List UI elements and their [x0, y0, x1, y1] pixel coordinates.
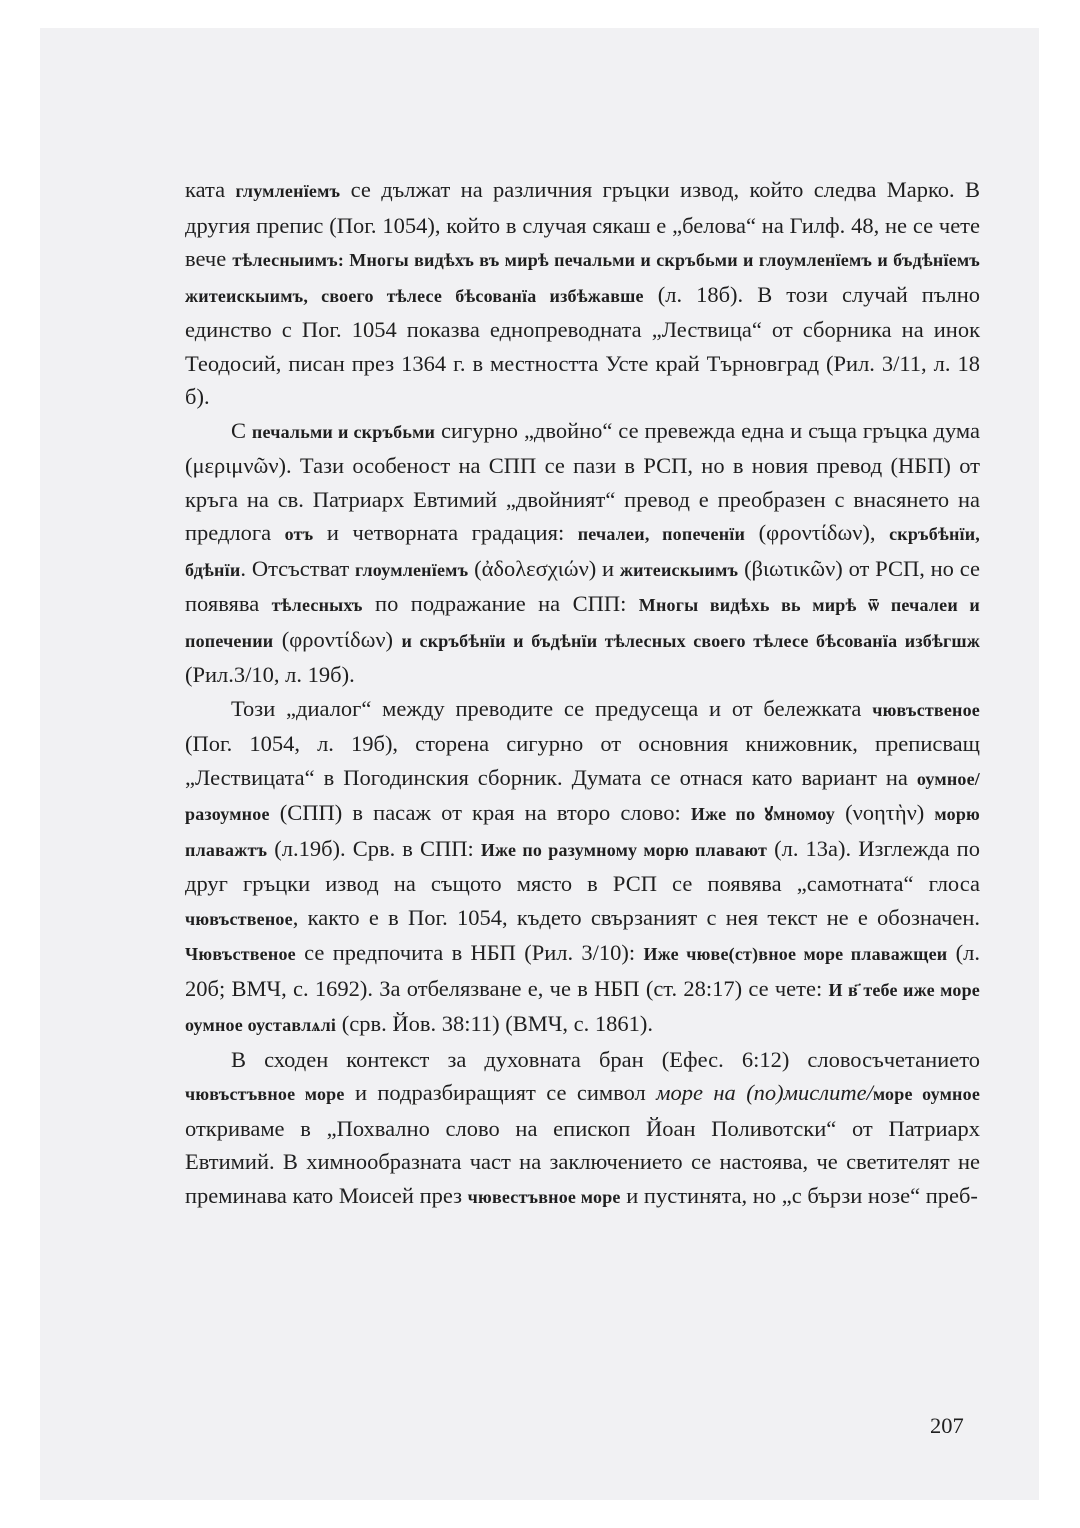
text-run: (φροντίδων),	[745, 520, 890, 545]
book-page	[40, 28, 1039, 1500]
old-slavonic-quote: и скръбѣнїи и бъдѣнїи тѣлесных своего тѣлесе бѣсованїа избѣгшж	[401, 630, 980, 651]
text-run: (βιωτικῶν) от РСП, но се появява	[185, 555, 980, 616]
old-slavonic-quote: Чювъственое	[185, 944, 296, 964]
old-slavonic-quote: глумленїемъ	[235, 181, 341, 201]
old-slavonic-quote: море оумное	[872, 1084, 981, 1104]
old-slavonic-quote: тѣлесныхъ	[271, 595, 363, 615]
text-run: , както е в Пог. 1054, където свързаният с нея текст не е обозначен.	[292, 904, 980, 930]
italic-phrase: море на (по)мислите/	[656, 1080, 873, 1105]
text-run: (Пог. 1054, л. 19б), сторена сигурно от основния книжовник, преписващ „Лествицата“ в Погодинския сборник. Думата се отнася като вариант на	[185, 731, 980, 790]
old-slavonic-quote: Иже по разумному морю плавают	[480, 839, 768, 860]
old-slavonic-quote: печальми и скръбьми	[251, 421, 436, 442]
text-run: (л. 18б). В този случай пълно единство с Пог. 1054 показва еднопреводната „Лествица“ от сборника на инок Теодосий, писан през 1364 г. в местността Усте край Търновград (Рил. 3/11, л. 18 б).	[185, 281, 980, 409]
paragraph	[185, 173, 980, 414]
old-slavonic-quote: морю плаважтъ	[185, 804, 980, 860]
old-slavonic-quote: Многы видѣхь вь мирѣ ѿ печалеи и попечении	[185, 595, 980, 651]
text-run: се дължат на различния гръцки извод, който следва Марко. В другия препис (Пог. 1054), който в случая сякаш е „белова“ на Гилф. 48, не се чете вече	[185, 177, 980, 271]
text-run: (φροντίδων)	[273, 626, 402, 652]
old-slavonic-quote: чювъстъвное море	[185, 1084, 345, 1104]
text-run: и подразбиращият се символ	[344, 1080, 657, 1105]
text-run: (νοητὴν)	[834, 800, 935, 825]
old-slavonic-quote: Иже чюве(ст)вное море плаважщеи	[643, 944, 948, 964]
old-slavonic-quote: отъ	[284, 524, 314, 544]
text-run: С	[231, 417, 252, 443]
text-run: (ἀδολεσχιών) и	[468, 555, 620, 581]
text-run: Този „диалог“ между преводите се предусеща и от бележката	[231, 695, 873, 721]
paragraph	[185, 1043, 980, 1215]
old-slavonic-quote: печалеи, попеченїи	[577, 524, 746, 544]
paragraph	[185, 692, 980, 1043]
text-run: сигурно „двойно“ се превежда една и съща гръцка дума (μεριμνῶν). Тази особеност на СПП се пази в РСП, но в новия превод (НБП) от кръга на св. Патриарх Евтимий „двойният“ превод е преобразен с внасянето на предлога	[185, 417, 980, 545]
old-slavonic-quote: тѣлесныимъ: Многы видѣхъ въ мирѣ печальми и скръбьми и глоумленїемъ и бъдѣнїемъ житеискыимъ, своего тѣлесе бѣсованїа избѣжавше	[185, 250, 980, 306]
text-run: откриваме в „Похвално слово на епископ Йоан Поливотски“ от Патриарх Евтимий. В химнообразната част на заключението се настоява, че светителят не преминава като Моисей през	[185, 1115, 980, 1208]
old-slavonic-quote: скръбѣнїи, бдѣнїи	[185, 524, 980, 580]
text-run: (л. 20б; ВМЧ, с. 1692). За отбелязване е, че в НБП (ст. 28:17) се чете:	[185, 940, 980, 1001]
old-slavonic-quote: чювестъвное море	[467, 1186, 621, 1207]
text-run: (срв. Йов. 38:11) (ВМЧ, с. 1861).	[336, 1011, 653, 1036]
old-slavonic-quote: Иже по ꙋмномоу	[690, 804, 835, 824]
text-run: и пустинята, но „с бързи нозе“ преб-	[620, 1182, 978, 1208]
paragraph	[185, 414, 980, 692]
old-slavonic-quote: глоумленїемъ	[355, 559, 469, 580]
old-slavonic-quote: чювъственое	[185, 908, 293, 929]
text-run: . Отсъстват	[240, 555, 355, 581]
text-run: и четворната градация:	[313, 520, 578, 545]
old-slavonic-quote: житеискыимъ	[619, 559, 739, 580]
page-number: 207	[930, 1413, 964, 1438]
text-run: (л. 13а). Изглежда по друг гръцки извод на същото място в РСП се появява „самотната“ глоса	[185, 835, 980, 896]
old-slavonic-quote: И в҃ тебе иже море оумное оуставлѧлі	[185, 979, 980, 1035]
old-slavonic-quote: чювъственое	[872, 699, 980, 720]
old-slavonic-quote: оумное/ разоумное	[185, 768, 980, 824]
text-run: ката	[185, 177, 236, 202]
text-run: (Рил.3/10, л. 19б).	[185, 662, 355, 687]
body-text	[185, 173, 980, 1214]
text-run: се предпочита в НБП (Рил. 3/10):	[295, 940, 644, 965]
text-run: (СПП) в пасаж от края на второ слово:	[269, 800, 691, 825]
text-run: В сходен контекст за духовната бран (Ефес. 6:12) словосъчетанието	[231, 1046, 980, 1072]
text-run: (л.19б). Срв. в СПП:	[267, 835, 481, 861]
text-run: по подражание на СПП:	[362, 591, 639, 616]
